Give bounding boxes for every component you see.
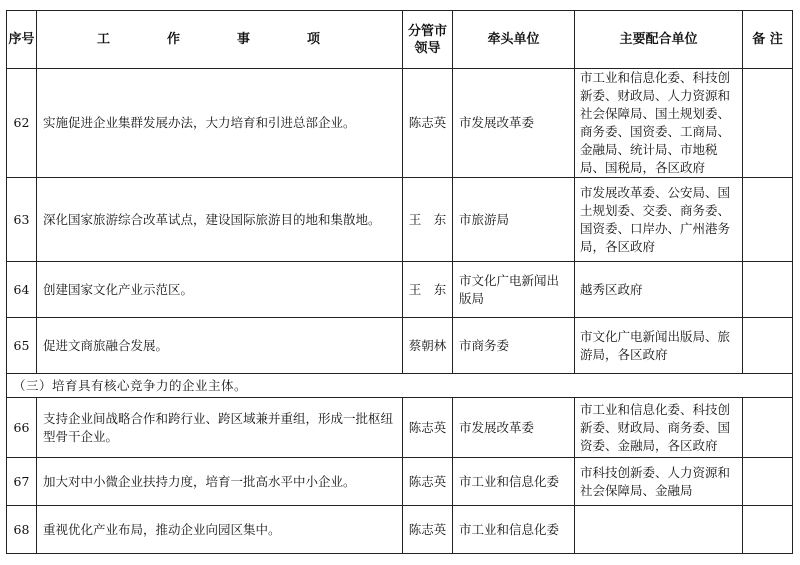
row-leader: 王 东 [403,262,453,318]
header-lead-unit: 牵头单位 [453,11,575,69]
row-number: 67 [7,458,37,506]
row-lead-unit: 市商务委 [453,318,575,374]
row-number: 63 [7,178,37,262]
row-lead-unit: 市发展改革委 [453,398,575,458]
task-table [6,10,793,554]
row-leader: 蔡朝林 [403,318,453,374]
table-row [7,458,793,506]
row-remarks [743,318,793,374]
row-task: 促进文商旅融合发展。 [37,318,403,374]
row-leader: 陈志英 [403,69,453,178]
table-row [7,506,793,554]
row-leader: 王 东 [403,178,453,262]
row-coop-units: 市科技创新委、人力资源和社会保障局、金融局 [575,458,743,506]
table-row [7,398,793,458]
section-title: （三）培育具有核心竞争力的企业主体。 [7,374,793,398]
row-lead-unit: 市工业和信息化委 [453,506,575,554]
header-leader: 分管市领导 [403,11,453,69]
row-task: 加大对中小微企业扶持力度，培育一批高水平中小企业。 [37,458,403,506]
row-remarks [743,69,793,178]
row-number: 64 [7,262,37,318]
row-leader: 陈志英 [403,458,453,506]
row-coop-units: 市文化广电新闻出版局、旅游局，各区政府 [575,318,743,374]
row-remarks [743,178,793,262]
section-row [7,374,793,398]
header-coop-units: 主要配合单位 [575,11,743,69]
table-row [7,262,793,318]
row-task: 支持企业间战略合作和跨行业、跨区域兼并重组，形成一批枢纽型骨干企业。 [37,398,403,458]
row-number: 68 [7,506,37,554]
row-number: 66 [7,398,37,458]
row-task: 深化国家旅游综合改革试点，建设国际旅游目的地和集散地。 [37,178,403,262]
row-remarks [743,262,793,318]
row-coop-units: 市工业和信息化委、科技创新委、财政局、人力资源和社会保障局、国土规划委、商务委、国资委、工商局、金融局、统计局、市地税局、国税局，各区政府 [575,69,743,178]
row-leader: 陈志英 [403,506,453,554]
row-lead-unit: 市发展改革委 [453,69,575,178]
table-row [7,318,793,374]
row-task: 创建国家文化产业示范区。 [37,262,403,318]
row-coop-units: 市工业和信息化委、科技创新委、财政局、商务委、国资委、金融局，各区政府 [575,398,743,458]
row-leader: 陈志英 [403,398,453,458]
header-remarks: 备 注 [743,11,793,69]
header-task: 工 作 事 项 [37,11,403,69]
table-row [7,178,793,262]
row-task: 重视优化产业布局，推动企业向园区集中。 [37,506,403,554]
row-task: 实施促进企业集群发展办法，大力培育和引进总部企业。 [37,69,403,178]
header-seq: 序号 [7,11,37,69]
row-number: 62 [7,69,37,178]
row-remarks [743,506,793,554]
row-number: 65 [7,318,37,374]
row-coop-units: 市发展改革委、公安局、国土规划委、交委、商务委、国资委、口岸办、广州港务局，各区政府 [575,178,743,262]
table-row [7,69,793,178]
row-lead-unit: 市旅游局 [453,178,575,262]
row-remarks [743,398,793,458]
row-lead-unit: 市工业和信息化委 [453,458,575,506]
row-remarks [743,458,793,506]
row-lead-unit: 市文化广电新闻出版局 [453,262,575,318]
row-coop-units [575,506,743,554]
header-row [7,11,793,69]
row-coop-units: 越秀区政府 [575,262,743,318]
